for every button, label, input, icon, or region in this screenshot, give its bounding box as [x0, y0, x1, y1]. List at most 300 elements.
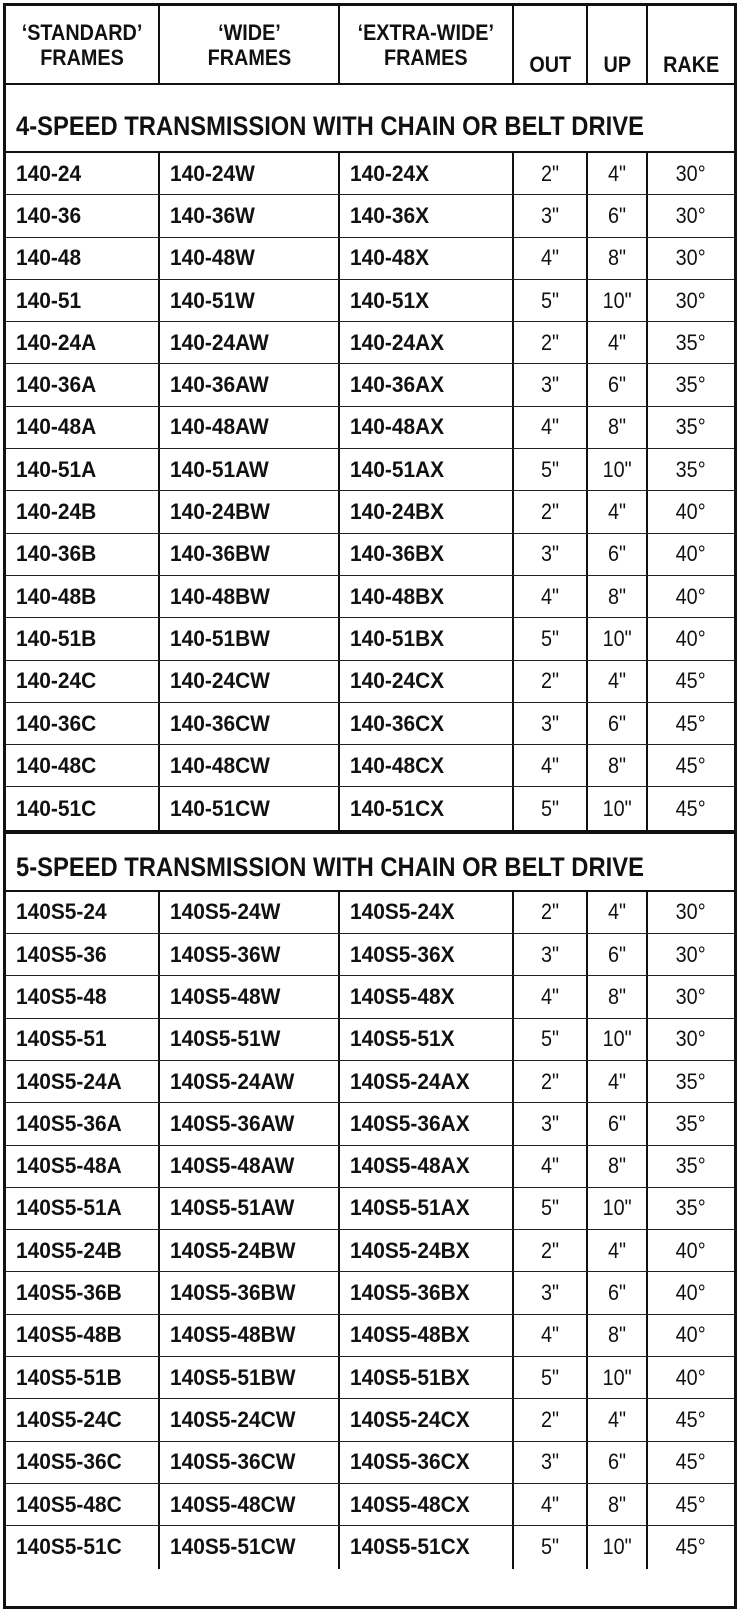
cell-rake	[648, 745, 734, 786]
cell-extra-wide-frame	[340, 1526, 514, 1568]
cell-extra-wide-frame-value: 140S5-51X	[350, 1026, 455, 1052]
cell-wide-frame	[160, 745, 340, 786]
table-row	[6, 661, 734, 703]
table-row	[6, 618, 734, 660]
cell-rake	[648, 1315, 734, 1356]
table-row	[6, 1061, 734, 1103]
cell-wide-frame-value: 140S5-51AW	[170, 1195, 295, 1221]
cell-up-value: 4"	[607, 1068, 627, 1094]
cell-up	[588, 1272, 648, 1313]
cell-wide-frame-value: 140-48BW	[170, 583, 270, 609]
cell-up-value: 10"	[602, 456, 632, 482]
table-row	[6, 1019, 734, 1061]
cell-out-value: 4"	[540, 1322, 560, 1348]
cell-rake-value: 45°	[676, 710, 706, 736]
cell-rake	[648, 703, 734, 744]
cell-up-value: 10"	[602, 1026, 632, 1052]
header-wide-frames	[160, 6, 340, 83]
cell-standard-frame	[6, 407, 160, 448]
cell-extra-wide-frame-value: 140-48CX	[350, 752, 445, 778]
cell-extra-wide-frame-value: 140S5-51BX	[350, 1364, 470, 1390]
cell-out	[514, 787, 588, 829]
cell-up-value: 10"	[602, 287, 632, 313]
cell-wide-frame	[160, 1399, 340, 1440]
cell-rake-value: 40°	[676, 541, 706, 567]
cell-up	[588, 1442, 648, 1483]
cell-out	[514, 1357, 588, 1398]
cell-wide-frame-value: 140-51AW	[170, 456, 269, 482]
cell-extra-wide-frame-value: 140-51X	[350, 287, 430, 313]
cell-out	[514, 1188, 588, 1229]
cell-standard-frame	[6, 1484, 160, 1525]
cell-out-value: 5"	[540, 1534, 560, 1560]
cell-standard-frame-value: 140S5-24	[16, 899, 107, 925]
cell-out	[514, 280, 588, 321]
cell-out-value: 5"	[540, 1026, 560, 1052]
cell-out-value: 3"	[540, 541, 560, 567]
cell-wide-frame	[160, 1315, 340, 1356]
cell-extra-wide-frame-value: 140-36AX	[350, 372, 445, 398]
header-extra-wide-frames	[340, 6, 514, 83]
cell-rake	[648, 1526, 734, 1568]
cell-extra-wide-frame-value: 140S5-51CX	[350, 1534, 470, 1560]
cell-wide-frame-value: 140S5-36W	[170, 941, 281, 967]
cell-rake-value: 35°	[676, 329, 706, 355]
cell-rake	[648, 491, 734, 532]
cell-standard-frame-value: 140S5-48	[16, 983, 107, 1009]
cell-standard-frame	[6, 1103, 160, 1144]
cell-rake	[648, 1019, 734, 1060]
section-title-text: 5-SPEED TRANSMISSION WITH CHAIN OR BELT DRIVE	[16, 852, 644, 883]
header-out	[514, 6, 588, 83]
cell-rake	[648, 1399, 734, 1440]
cell-extra-wide-frame	[340, 1230, 514, 1271]
table-row	[6, 449, 734, 491]
cell-standard-frame-value: 140-36C	[16, 710, 97, 736]
cell-standard-frame-value: 140-48B	[16, 583, 97, 609]
cell-out	[514, 703, 588, 744]
table-row	[6, 1230, 734, 1272]
cell-wide-frame	[160, 787, 340, 829]
cell-up-value: 4"	[607, 1406, 627, 1432]
cell-up	[588, 1315, 648, 1356]
cell-wide-frame	[160, 534, 340, 575]
cell-standard-frame-value: 140-24B	[16, 499, 97, 525]
cell-standard-frame-value: 140-24C	[16, 668, 97, 694]
cell-extra-wide-frame-value: 140S5-36BX	[350, 1280, 470, 1306]
cell-extra-wide-frame-value: 140-24BX	[350, 499, 445, 525]
cell-out-value: 3"	[540, 1110, 560, 1136]
cell-out	[514, 1484, 588, 1525]
cell-standard-frame	[6, 1272, 160, 1313]
cell-extra-wide-frame	[340, 1272, 514, 1313]
cell-standard-frame	[6, 892, 160, 933]
cell-standard-frame	[6, 576, 160, 617]
cell-up	[588, 195, 648, 236]
header-up-label: UP	[603, 52, 631, 77]
cell-standard-frame-value: 140-36A	[16, 372, 97, 398]
cell-wide-frame	[160, 364, 340, 405]
cell-wide-frame	[160, 195, 340, 236]
cell-extra-wide-frame	[340, 1442, 514, 1483]
cell-standard-frame	[6, 1442, 160, 1483]
section-4-speed-rows	[6, 153, 734, 830]
cell-wide-frame-value: 140S5-51W	[170, 1026, 281, 1052]
cell-rake-value: 35°	[676, 372, 706, 398]
cell-rake-value: 30°	[676, 941, 706, 967]
cell-out-value: 2"	[540, 329, 560, 355]
cell-rake-value: 40°	[676, 1280, 706, 1306]
cell-wide-frame-value: 140-36BW	[170, 541, 270, 567]
cell-up-value: 4"	[607, 499, 627, 525]
cell-out	[514, 892, 588, 933]
cell-standard-frame	[6, 1230, 160, 1271]
cell-extra-wide-frame	[340, 1315, 514, 1356]
cell-standard-frame	[6, 1146, 160, 1187]
cell-wide-frame-value: 140-36W	[170, 202, 255, 228]
cell-extra-wide-frame	[340, 364, 514, 405]
cell-rake	[648, 976, 734, 1017]
cell-extra-wide-frame-value: 140S5-24BX	[350, 1237, 470, 1263]
frame-spec-table	[3, 3, 737, 1609]
cell-rake-value: 40°	[676, 1364, 706, 1390]
cell-rake-value: 35°	[676, 1068, 706, 1094]
cell-up	[588, 1484, 648, 1525]
section-5-speed-rows	[6, 892, 734, 1569]
cell-wide-frame-value: 140-48W	[170, 245, 255, 271]
cell-out	[514, 1315, 588, 1356]
cell-standard-frame	[6, 1357, 160, 1398]
cell-up-value: 6"	[607, 1449, 627, 1475]
cell-rake	[648, 407, 734, 448]
cell-up-value: 10"	[602, 625, 632, 651]
table-row	[6, 280, 734, 322]
cell-wide-frame-value: 140S5-51CW	[170, 1534, 296, 1560]
cell-standard-frame	[6, 661, 160, 702]
cell-rake	[648, 618, 734, 659]
cell-rake-value: 30°	[676, 983, 706, 1009]
cell-extra-wide-frame-value: 140S5-24X	[350, 899, 455, 925]
cell-out-value: 4"	[540, 1491, 560, 1517]
cell-extra-wide-frame	[340, 661, 514, 702]
cell-extra-wide-frame	[340, 703, 514, 744]
cell-wide-frame-value: 140S5-48AW	[170, 1153, 295, 1179]
cell-out-value: 5"	[540, 1364, 560, 1390]
cell-standard-frame-value: 140-48A	[16, 414, 97, 440]
cell-up	[588, 618, 648, 659]
section-title-5-speed	[6, 830, 734, 892]
cell-wide-frame	[160, 1526, 340, 1568]
cell-up	[588, 934, 648, 975]
cell-up	[588, 745, 648, 786]
cell-out	[514, 1061, 588, 1102]
cell-up-value: 6"	[607, 941, 627, 967]
cell-extra-wide-frame-value: 140S5-24AX	[350, 1068, 470, 1094]
cell-out	[514, 195, 588, 236]
cell-wide-frame	[160, 576, 340, 617]
cell-rake	[648, 1061, 734, 1102]
cell-extra-wide-frame-value: 140-36BX	[350, 541, 445, 567]
cell-wide-frame-value: 140-51CW	[170, 795, 270, 821]
cell-up-value: 8"	[607, 1491, 627, 1517]
cell-extra-wide-frame	[340, 1484, 514, 1525]
cell-wide-frame-value: 140S5-36BW	[170, 1280, 296, 1306]
cell-standard-frame	[6, 153, 160, 194]
cell-rake-value: 30°	[676, 287, 706, 313]
cell-out	[514, 322, 588, 363]
table-row	[6, 892, 734, 934]
cell-extra-wide-frame	[340, 491, 514, 532]
table-row	[6, 976, 734, 1018]
cell-wide-frame	[160, 618, 340, 659]
cell-wide-frame-value: 140-24W	[170, 160, 255, 186]
cell-rake	[648, 1230, 734, 1271]
cell-wide-frame	[160, 491, 340, 532]
cell-extra-wide-frame-value: 140-48AX	[350, 414, 445, 440]
cell-out	[514, 153, 588, 194]
table-row	[6, 1399, 734, 1441]
cell-up-value: 10"	[602, 1195, 632, 1221]
cell-out	[514, 934, 588, 975]
table-row	[6, 576, 734, 618]
cell-wide-frame	[160, 1272, 340, 1313]
cell-standard-frame	[6, 1188, 160, 1229]
cell-extra-wide-frame	[340, 934, 514, 975]
cell-rake	[648, 1272, 734, 1313]
cell-standard-frame-value: 140S5-36	[16, 941, 107, 967]
cell-rake	[648, 534, 734, 575]
cell-up-value: 8"	[607, 983, 627, 1009]
table-row	[6, 1272, 734, 1314]
cell-out	[514, 745, 588, 786]
cell-standard-frame	[6, 534, 160, 575]
cell-up	[588, 238, 648, 279]
cell-rake-value: 45°	[676, 1406, 706, 1432]
table-row	[6, 1442, 734, 1484]
cell-out	[514, 364, 588, 405]
cell-extra-wide-frame-value: 140-24CX	[350, 668, 445, 694]
table-header-row	[6, 6, 734, 85]
cell-standard-frame-value: 140-36	[16, 202, 82, 228]
section-title-text: 4-SPEED TRANSMISSION WITH CHAIN OR BELT DRIVE	[16, 110, 644, 141]
cell-extra-wide-frame	[340, 745, 514, 786]
cell-up	[588, 661, 648, 702]
cell-standard-frame-value: 140S5-48B	[16, 1322, 122, 1348]
cell-standard-frame	[6, 280, 160, 321]
cell-rake-value: 40°	[676, 625, 706, 651]
cell-extra-wide-frame-value: 140-24AX	[350, 329, 445, 355]
cell-up	[588, 407, 648, 448]
cell-extra-wide-frame	[340, 618, 514, 659]
cell-up	[588, 534, 648, 575]
cell-wide-frame	[160, 407, 340, 448]
cell-out-value: 5"	[540, 795, 560, 821]
cell-rake-value: 40°	[676, 1322, 706, 1348]
cell-extra-wide-frame-value: 140-51BX	[350, 625, 445, 651]
cell-up	[588, 449, 648, 490]
cell-up	[588, 1399, 648, 1440]
cell-up	[588, 1357, 648, 1398]
cell-up	[588, 1061, 648, 1102]
cell-rake	[648, 1146, 734, 1187]
cell-up-value: 10"	[602, 1534, 632, 1560]
cell-wide-frame	[160, 1442, 340, 1483]
cell-wide-frame	[160, 1146, 340, 1187]
cell-out-value: 4"	[540, 583, 560, 609]
cell-up-value: 8"	[607, 1153, 627, 1179]
cell-standard-frame	[6, 364, 160, 405]
cell-wide-frame	[160, 322, 340, 363]
cell-up-value: 4"	[607, 668, 627, 694]
cell-out-value: 3"	[540, 202, 560, 228]
cell-wide-frame	[160, 703, 340, 744]
cell-rake-value: 45°	[676, 668, 706, 694]
cell-wide-frame	[160, 1019, 340, 1060]
table-row	[6, 195, 734, 237]
cell-out	[514, 238, 588, 279]
cell-extra-wide-frame-value: 140-48BX	[350, 583, 445, 609]
cell-extra-wide-frame	[340, 892, 514, 933]
cell-extra-wide-frame	[340, 1103, 514, 1144]
cell-standard-frame-value: 140-24	[16, 160, 82, 186]
cell-up	[588, 153, 648, 194]
cell-standard-frame	[6, 745, 160, 786]
cell-wide-frame-value: 140S5-36CW	[170, 1449, 296, 1475]
cell-rake-value: 35°	[676, 414, 706, 440]
cell-wide-frame	[160, 892, 340, 933]
cell-rake	[648, 280, 734, 321]
table-row	[6, 1484, 734, 1526]
header-out-label: OUT	[529, 52, 571, 77]
cell-wide-frame	[160, 1484, 340, 1525]
header-rake	[648, 6, 734, 83]
cell-extra-wide-frame-value: 140-36X	[350, 202, 430, 228]
cell-up	[588, 491, 648, 532]
cell-standard-frame-value: 140S5-36C	[16, 1449, 122, 1475]
table-row	[6, 491, 734, 533]
cell-rake	[648, 364, 734, 405]
cell-wide-frame-value: 140-24BW	[170, 499, 270, 525]
cell-up-value: 8"	[607, 414, 627, 440]
cell-rake	[648, 892, 734, 933]
cell-wide-frame-value: 140-36AW	[170, 372, 269, 398]
cell-standard-frame	[6, 195, 160, 236]
cell-up	[588, 1103, 648, 1144]
table-row	[6, 1526, 734, 1568]
cell-up	[588, 976, 648, 1017]
cell-out-value: 2"	[540, 1068, 560, 1094]
cell-out-value: 4"	[540, 983, 560, 1009]
cell-standard-frame	[6, 703, 160, 744]
table-row	[6, 407, 734, 449]
cell-extra-wide-frame-value: 140-48X	[350, 245, 430, 271]
cell-wide-frame	[160, 153, 340, 194]
cell-extra-wide-frame	[340, 534, 514, 575]
cell-wide-frame-value: 140S5-24W	[170, 899, 281, 925]
cell-extra-wide-frame-value: 140-51CX	[350, 795, 445, 821]
cell-up-value: 10"	[602, 795, 632, 821]
header-standard-label: ‘STANDARD’ FRAMES	[21, 19, 143, 70]
cell-standard-frame	[6, 934, 160, 975]
cell-out-value: 2"	[540, 1406, 560, 1432]
cell-rake-value: 45°	[676, 1449, 706, 1475]
cell-up-value: 6"	[607, 1280, 627, 1306]
cell-rake	[648, 1442, 734, 1483]
cell-extra-wide-frame-value: 140S5-24CX	[350, 1406, 470, 1432]
cell-rake-value: 35°	[676, 1110, 706, 1136]
cell-wide-frame	[160, 238, 340, 279]
cell-out	[514, 491, 588, 532]
cell-wide-frame-value: 140-48AW	[170, 414, 269, 440]
cell-extra-wide-frame	[340, 1061, 514, 1102]
cell-extra-wide-frame-value: 140-24X	[350, 160, 430, 186]
cell-extra-wide-frame	[340, 1146, 514, 1187]
cell-out-value: 2"	[540, 899, 560, 925]
cell-standard-frame-value: 140-51A	[16, 456, 97, 482]
cell-rake-value: 35°	[676, 1153, 706, 1179]
table-row	[6, 322, 734, 364]
cell-standard-frame-value: 140S5-36B	[16, 1280, 122, 1306]
cell-extra-wide-frame-value: 140S5-36AX	[350, 1110, 470, 1136]
cell-rake	[648, 238, 734, 279]
cell-out	[514, 1230, 588, 1271]
cell-out	[514, 1019, 588, 1060]
cell-standard-frame	[6, 787, 160, 829]
table-row	[6, 1357, 734, 1399]
cell-rake-value: 35°	[676, 456, 706, 482]
header-wide-label: ‘WIDE’ FRAMES	[207, 19, 291, 70]
table-row	[6, 1315, 734, 1357]
cell-up	[588, 892, 648, 933]
cell-up	[588, 787, 648, 829]
cell-wide-frame	[160, 1357, 340, 1398]
cell-up-value: 6"	[607, 202, 627, 228]
cell-up-value: 6"	[607, 541, 627, 567]
cell-out-value: 5"	[540, 625, 560, 651]
cell-rake-value: 30°	[676, 899, 706, 925]
cell-rake-value: 40°	[676, 1237, 706, 1263]
cell-extra-wide-frame	[340, 407, 514, 448]
cell-rake	[648, 1484, 734, 1525]
cell-wide-frame-value: 140-51W	[170, 287, 255, 313]
table-row	[6, 238, 734, 280]
cell-out-value: 5"	[540, 456, 560, 482]
cell-rake	[648, 1357, 734, 1398]
cell-standard-frame	[6, 1061, 160, 1102]
cell-rake	[648, 322, 734, 363]
cell-out-value: 4"	[540, 752, 560, 778]
cell-standard-frame-value: 140S5-51A	[16, 1195, 122, 1221]
cell-rake	[648, 787, 734, 829]
cell-up-value: 4"	[607, 329, 627, 355]
cell-standard-frame	[6, 1399, 160, 1440]
cell-rake	[648, 661, 734, 702]
cell-standard-frame-value: 140S5-51	[16, 1026, 107, 1052]
cell-extra-wide-frame-value: 140S5-51AX	[350, 1195, 470, 1221]
cell-extra-wide-frame	[340, 153, 514, 194]
cell-rake	[648, 576, 734, 617]
cell-extra-wide-frame	[340, 195, 514, 236]
cell-out	[514, 407, 588, 448]
cell-up-value: 4"	[607, 899, 627, 925]
cell-out	[514, 1442, 588, 1483]
table-row	[6, 364, 734, 406]
cell-up-value: 8"	[607, 245, 627, 271]
cell-standard-frame-value: 140-36B	[16, 541, 97, 567]
cell-extra-wide-frame	[340, 280, 514, 321]
cell-wide-frame-value: 140-24CW	[170, 668, 270, 694]
cell-rake	[648, 195, 734, 236]
